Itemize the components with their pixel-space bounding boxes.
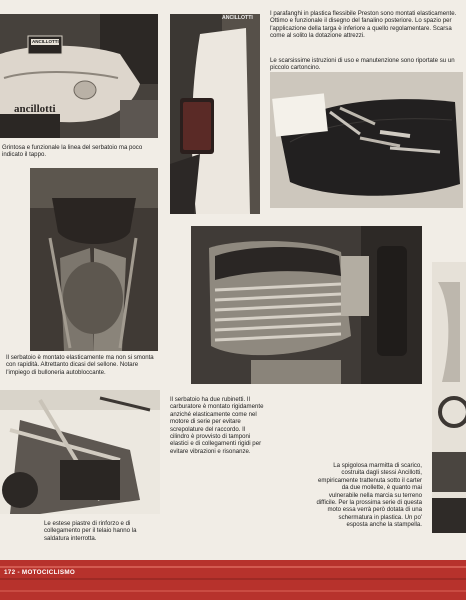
caption-tank-design: Grintosa e funzionale la linea del serbatoio ma poco indicato il tappo.: [2, 144, 143, 159]
caption-exhaust: La spigolosa marmitta di scarico, costruita dagli stessi Ancillotti, empiricamente trattenuta sotto il carter da due mollette, è quanto mai vulnerabile nella marcia su terreno difficile. Per la prossima serie di questa moto essa verrà però dotata di una schermatura in plastica. Un po' esposta anche la stampella.: [316, 462, 422, 529]
footer-band: [0, 560, 466, 600]
tank-brand-text: ancillotti: [14, 103, 56, 115]
fender-label-text: ANCILLOTTI: [222, 15, 253, 21]
caption-tank-mounting: Il serbatoio è montato elasticamente ma non si smonta con rapidità. Altrettanto dicasi del sellone. Notare l'impiego di bulloneria autobloccante.: [6, 354, 154, 376]
photo-engine-cylinder: [191, 226, 422, 384]
photo-tank-mounting: [30, 168, 158, 351]
caption-frame-plates: Le estese piastre di rinforzo e di collegamento per il telaio hanno la saldatura interrotta.: [44, 520, 137, 542]
page-number-label: 172 - MOTOCICLISMO: [4, 569, 76, 576]
tank-badge-text: ANCILLOTTI: [32, 39, 59, 44]
photo-rear-fender: [170, 14, 260, 214]
caption-mudguards: I parafanghi in plastica flessibile Preston sono montati elasticamente. Ottimo e funzionale il disegno del fanalino posteriore. Lo spazio per l'applicazione della targa è inferiore a quello regolamentare. Scarsa come al solito la dotazione attrezzi.: [270, 10, 457, 40]
photo-edge-strip: [432, 262, 466, 533]
caption-carburetor: Il serbatoio ha due rubinetti. Il carburatore è montato rigidamente anziché elasticamente come nel motore di serie per evitare screpolature del raccordo. Il cilindro è provvisto di tamponi elastici e di collegamenti rigidi per evitare vibrazioni e risonanze.: [170, 396, 264, 455]
photo-frame-plates: [0, 390, 160, 514]
caption-instructions: Le scarsissime istruzioni di uso e manutenzione sono riportate su un piccolo cartoncino.: [270, 57, 455, 72]
photo-seat-tools: [270, 72, 463, 208]
photo-fuel-tank: [0, 14, 158, 138]
